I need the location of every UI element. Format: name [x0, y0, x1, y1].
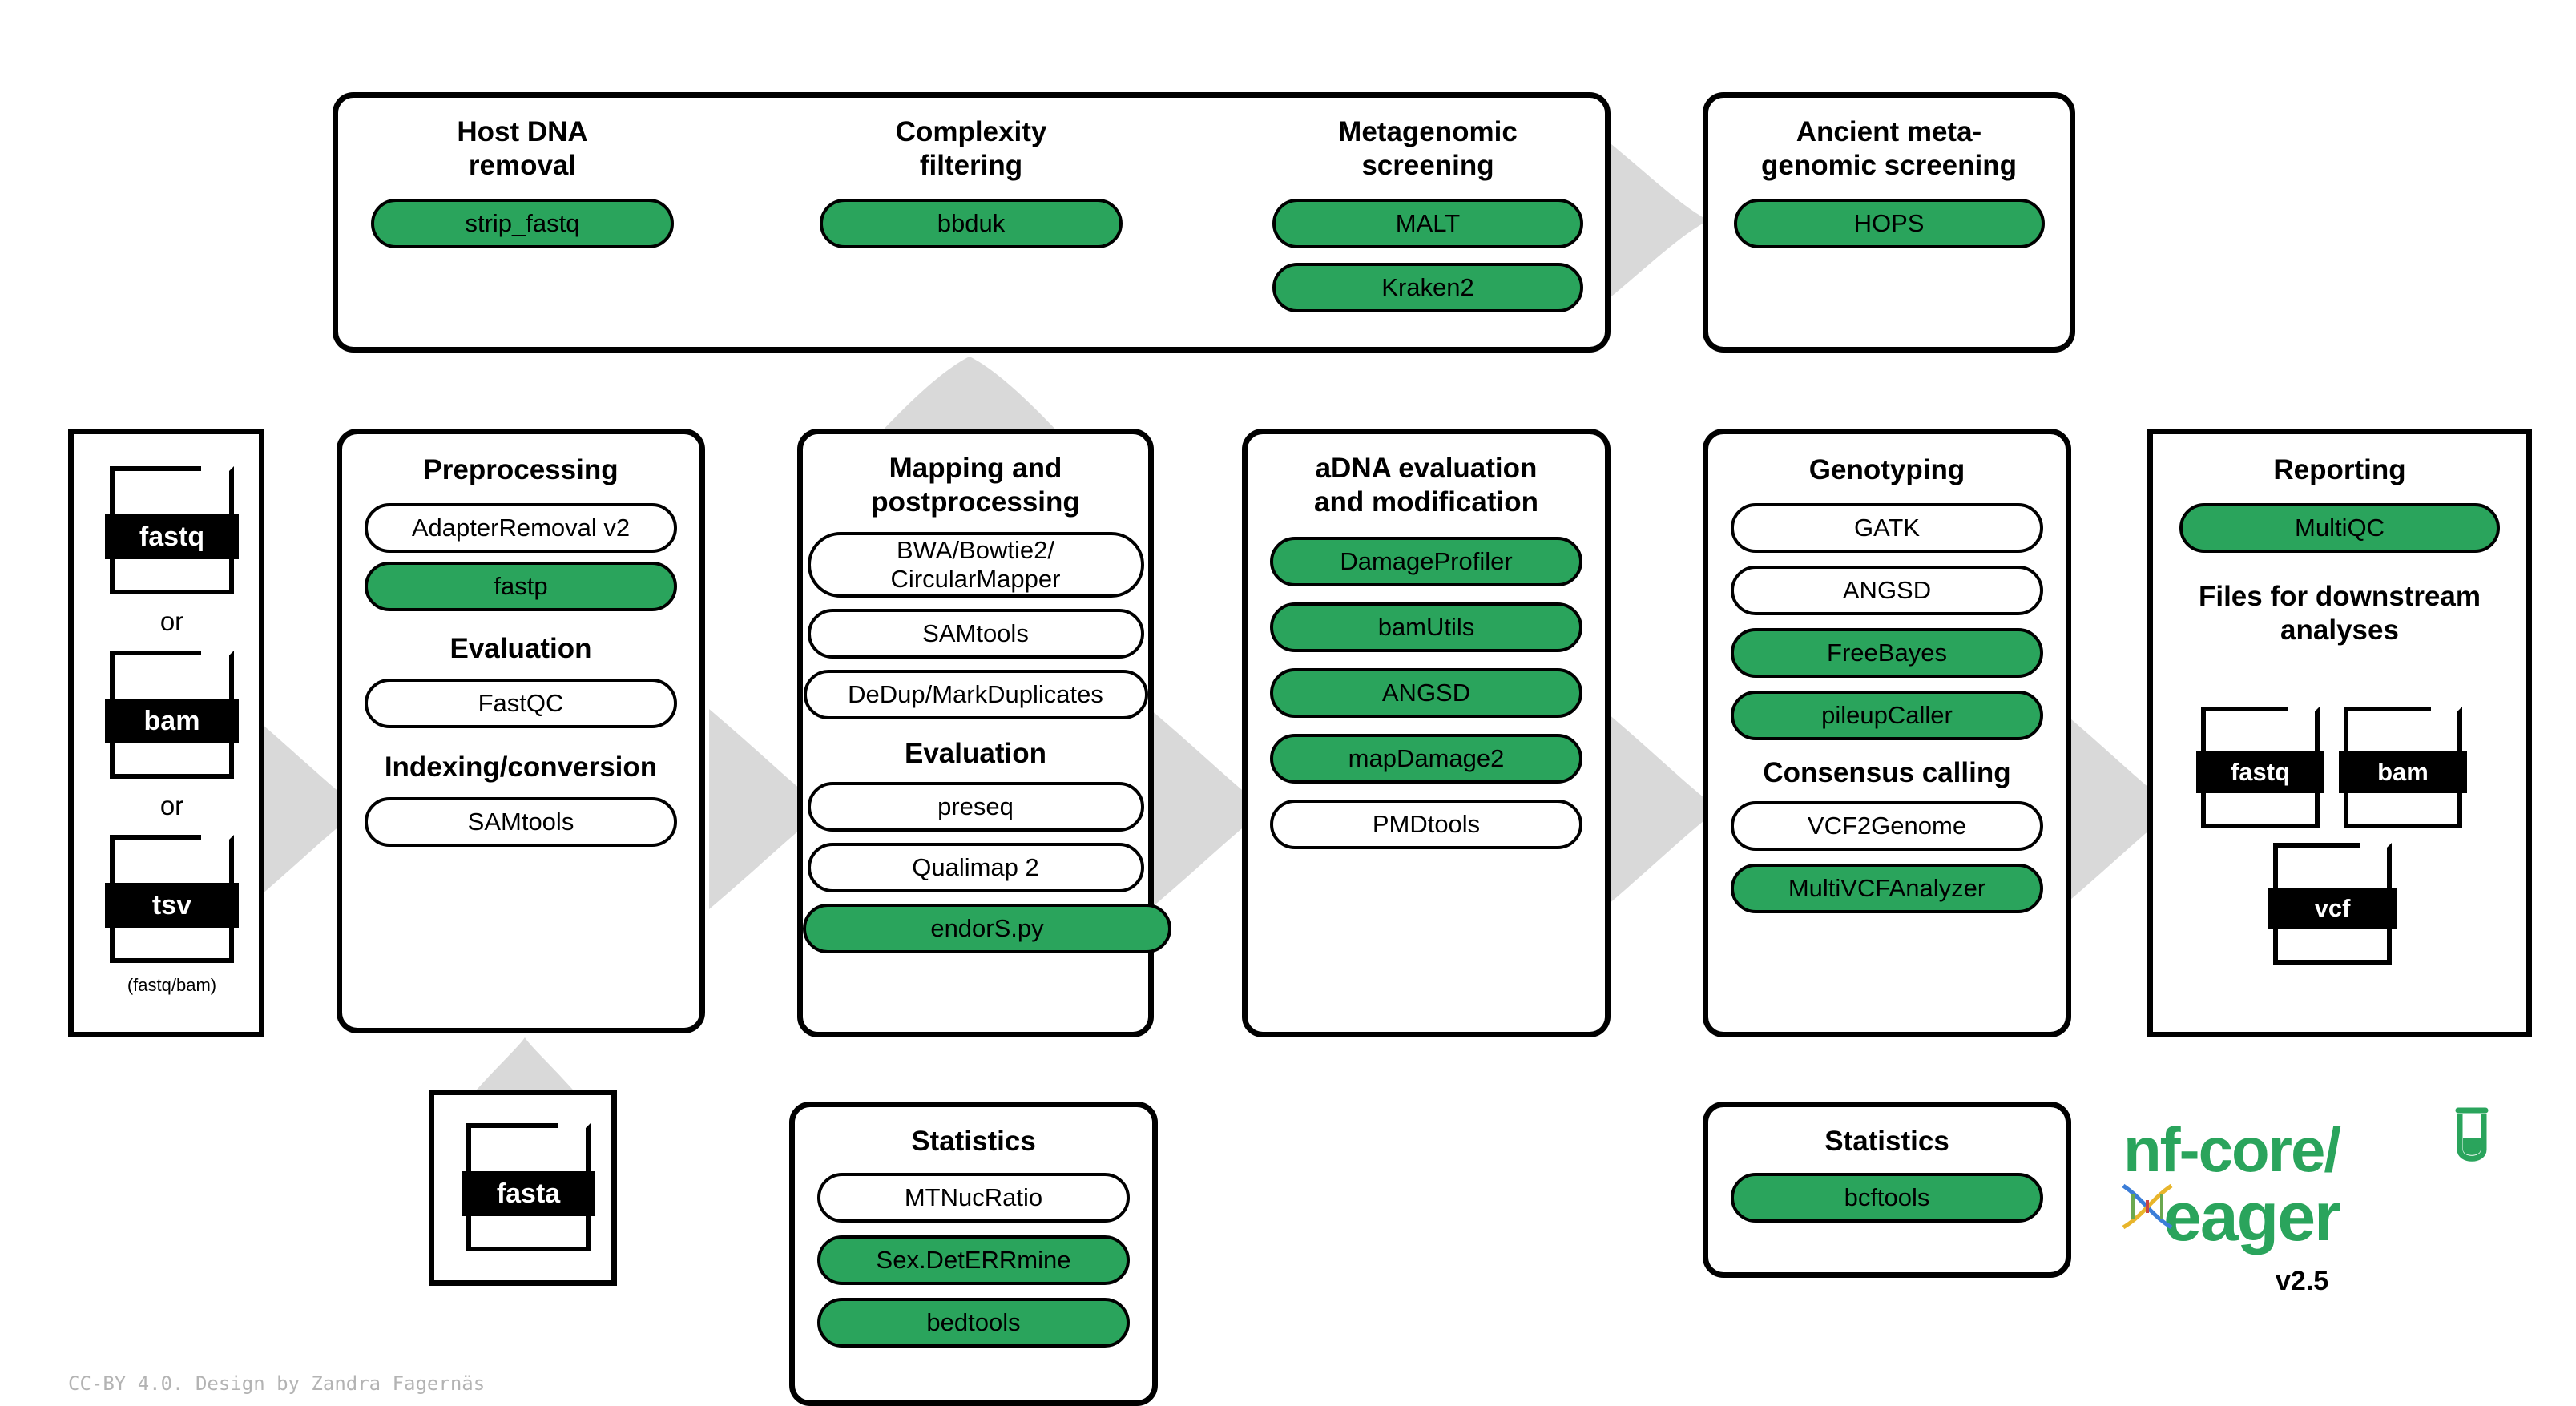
tool-bamutils[interactable]: bamUtils — [1270, 602, 1582, 652]
logo-nf-core: nf-core/ — [2123, 1114, 2340, 1185]
tool-angsd-genotyping[interactable]: ANGSD — [1731, 566, 2043, 615]
tool-bedtools[interactable]: bedtools — [817, 1298, 1130, 1348]
preprocessing-title: Preprocessing — [423, 454, 619, 485]
downstream-title-line2: analyses — [2280, 614, 2399, 646]
file-label-vcf-out: vcf — [2268, 888, 2397, 929]
tool-multivcfanalyzer[interactable]: MultiVCFAnalyzer — [1731, 864, 2043, 913]
reporting-title: Reporting — [2273, 454, 2406, 485]
tool-damageprofiler[interactable]: DamageProfiler — [1270, 537, 1582, 586]
file-fold — [558, 1121, 593, 1156]
tool-bwa-line1: BWA/Bowtie2/ — [897, 536, 1054, 564]
arrow-metagenomic-to-hops — [1602, 136, 1715, 304]
credit-text: CC-BY 4.0. Design by Zandra Fagernäs — [68, 1372, 486, 1395]
statistics-right-title: Statistics — [1824, 1126, 1949, 1157]
tool-pmdtools[interactable]: PMDtools — [1270, 800, 1582, 849]
file-label-bam-out: bam — [2339, 751, 2467, 793]
adna-title-line2: and modification — [1314, 486, 1538, 518]
mapping-evaluation-title: Evaluation — [905, 738, 1046, 769]
preprocessing-evaluation-title: Evaluation — [449, 633, 592, 664]
file-fold — [201, 648, 236, 683]
file-label-fastq-out: fastq — [2196, 751, 2324, 793]
input-file-bam — [110, 651, 234, 779]
complexity-filtering-group — [819, 115, 1123, 248]
consensus-calling-title: Consensus calling — [1763, 757, 2011, 788]
preprocessing-indexing-title: Indexing/conversion — [384, 751, 658, 783]
tube-icon — [2444, 1106, 2500, 1170]
statistics-left-title: Statistics — [911, 1126, 1036, 1157]
reporting-panel — [2147, 429, 2532, 1037]
top-screening-panel — [333, 92, 1611, 353]
preprocessing-panel — [337, 429, 705, 1033]
host-dna-title-line2: removal — [468, 150, 577, 181]
mapping-panel — [797, 429, 1154, 1037]
tool-bwa-line2: CircularMapper — [890, 565, 1061, 593]
adna-title-line1: aDNA evaluation — [1315, 453, 1538, 484]
metagenomic-title-line2: screening — [1361, 150, 1494, 181]
tool-bbduk[interactable]: bbduk — [820, 199, 1123, 248]
file-fold — [2431, 704, 2465, 738]
tool-bwa-bowtie2-circularmapper[interactable] — [808, 532, 1144, 598]
genotyping-panel — [1703, 429, 2071, 1037]
file-label-fasta: fasta — [462, 1171, 595, 1216]
logo-eager: eager — [2163, 1178, 2340, 1255]
input-file-tsv — [110, 835, 234, 963]
host-dna-group — [370, 115, 675, 248]
file-label-tsv: tsv — [105, 883, 239, 928]
complexity-title-line2: filtering — [919, 150, 1023, 181]
tool-freebayes[interactable]: FreeBayes — [1731, 628, 2043, 678]
tool-dedup-markduplicates[interactable]: DeDup/MarkDuplicates — [804, 670, 1148, 719]
tool-fastp[interactable]: fastp — [365, 562, 677, 611]
file-fold — [201, 832, 236, 868]
host-dna-title-line1: Host DNA — [457, 116, 588, 147]
file-fold — [2288, 704, 2322, 738]
genotyping-title: Genotyping — [1808, 454, 1965, 485]
tool-kraken2[interactable]: Kraken2 — [1272, 263, 1583, 312]
tool-hops[interactable]: HOPS — [1734, 199, 2045, 248]
tool-preseq[interactable]: preseq — [808, 782, 1144, 832]
tool-bcftools[interactable]: bcftools — [1731, 1173, 2043, 1223]
tool-vcf2genome[interactable]: VCF2Genome — [1731, 801, 2043, 851]
tool-samtools-index[interactable]: SAMtools — [365, 797, 677, 847]
reference-file-fasta — [466, 1123, 591, 1251]
output-file-vcf — [2273, 843, 2392, 965]
tool-qualimap2[interactable]: Qualimap 2 — [808, 843, 1144, 892]
input-files-caption: (fastq/bam) — [127, 975, 217, 995]
tool-sex-deterrmine[interactable]: Sex.DetERRmine — [817, 1235, 1130, 1285]
input-or-label-1: or — [159, 606, 184, 636]
nf-core-eager-logo — [2115, 1106, 2532, 1330]
metagenomic-screening-group — [1272, 115, 1584, 312]
tool-pileupcaller[interactable]: pileupCaller — [1731, 691, 2043, 740]
tool-mapdamage2[interactable]: mapDamage2 — [1270, 734, 1582, 784]
statistics-right-panel — [1703, 1102, 2071, 1278]
ancient-metagenomic-panel — [1703, 92, 2075, 353]
tool-endors-py[interactable]: endorS.py — [803, 904, 1171, 953]
tool-mtnucratio[interactable]: MTNucRatio — [817, 1173, 1130, 1223]
file-label-fastq: fastq — [105, 514, 239, 559]
tool-fastqc[interactable]: FastQC — [365, 679, 677, 728]
complexity-title-line1: Complexity — [895, 116, 1047, 147]
dna-icon — [2115, 1179, 2179, 1235]
metagenomic-title-line1: Metagenomic — [1338, 116, 1518, 147]
tool-malt[interactable]: MALT — [1272, 199, 1583, 248]
tool-angsd-adna[interactable]: ANGSD — [1270, 668, 1582, 718]
input-or-label-2: or — [159, 791, 184, 820]
tool-multiqc[interactable]: MultiQC — [2179, 503, 2500, 553]
tool-samtools-mapping[interactable]: SAMtools — [808, 609, 1144, 659]
ancient-meta-title-line1: Ancient meta- — [1796, 116, 1982, 147]
downstream-title-line1: Files for downstream — [2198, 581, 2481, 612]
file-label-bam: bam — [105, 699, 239, 743]
tool-adapterremoval[interactable]: AdapterRemoval v2 — [365, 503, 677, 553]
mapping-title-line2: postprocessing — [871, 486, 1080, 518]
adna-panel — [1242, 429, 1611, 1037]
logo-version: v2.5 — [2276, 1266, 2329, 1296]
ancient-meta-title-line2: genomic screening — [1761, 150, 2017, 181]
reference-fasta-panel — [429, 1090, 617, 1286]
file-fold — [201, 464, 236, 499]
output-file-bam — [2344, 707, 2462, 828]
tool-strip-fastq[interactable]: strip_fastq — [371, 199, 674, 248]
tool-gatk[interactable]: GATK — [1731, 503, 2043, 553]
file-fold — [2360, 840, 2394, 874]
mapping-title-line1: Mapping and — [889, 453, 1062, 484]
input-file-fastq — [110, 466, 234, 594]
statistics-left-panel — [789, 1102, 1158, 1406]
output-file-fastq — [2201, 707, 2320, 828]
input-files-panel — [68, 429, 264, 1037]
